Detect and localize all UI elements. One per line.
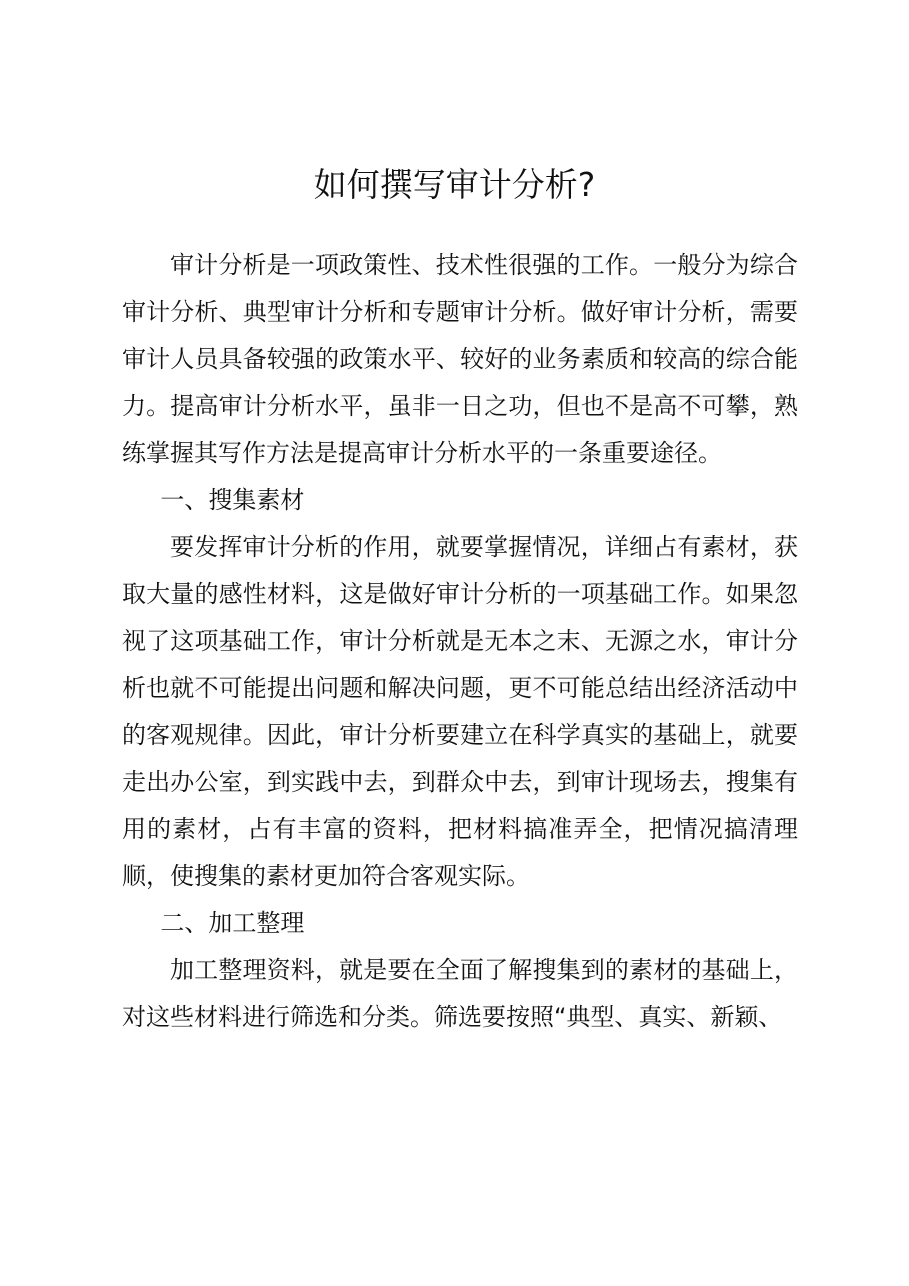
paragraph-intro: 审计分析是一项政策性、技术性很强的工作。一般分为综合审计分析、典型审计分析和专题审计分析。做好审计分析，需要审计人员具备较强的政策水平、较好的业务素质和较高的综合能力。提高审计分析水平，虽非一日之功，但也不是高不可攀，熟练掌握其写作方法是提高审计分析水平的一条重要途径。 bbox=[122, 251, 798, 467]
paragraph-collect: 要发挥审计分析的作用，就要掌握情况，详细占有素材，获取大量的感性材料，这是做好审计分析的一项基础工作。如果忽视了这项基础工作，审计分析就是无本之末、无源之水，审计分析也就不可能提出问题和解决问题，更不可能总结出经济活动中的客观规律。因此，审计分析要建立在科学真实的基础上，就要走出办公室，到实践中去，到群众中去，到审计现场去，搜集有用的素材，占有丰富的资料，把材料搞准弄全，把情况搞清理顺，使搜集的素材更加符合客观实际。 bbox=[122, 533, 798, 890]
section-heading-process: 二、加工整理 bbox=[160, 909, 305, 937]
paragraph-process: 加工整理资料，就是要在全面了解搜集到的素材的基础上，对这些材料进行筛选和分类。筛选要按照“典型、真实、新颖、 bbox=[122, 956, 798, 1031]
section-heading-collect: 一、搜集素材 bbox=[160, 486, 305, 514]
document-title: 如何撰写审计分析? bbox=[313, 165, 596, 204]
document-body bbox=[122, 242, 798, 1041]
